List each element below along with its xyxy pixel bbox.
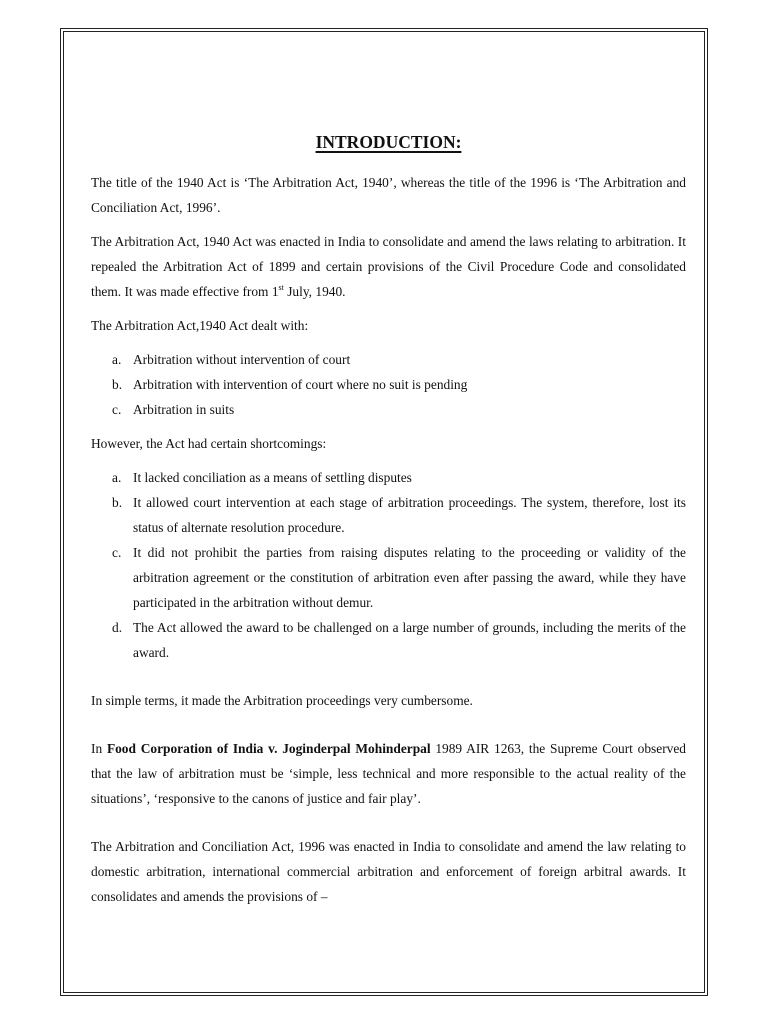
list-shortcomings (91, 465, 686, 665)
paragraph-act-titles: The title of the 1940 Act is ‘The Arbitration Act, 1940’, whereas the title of the 1996 is ‘The Arbitration and Conciliation Act, 1996’. (91, 175, 686, 215)
list-item-text: Arbitration with intervention of court where no suit is pending (133, 377, 468, 392)
list-marker: a. (112, 470, 122, 485)
paragraph-1940-act (91, 229, 686, 304)
list-dealt-with (91, 347, 686, 422)
case-intro: In (91, 741, 107, 756)
paragraph-1940-act-text: The Arbitration Act, 1940 Act was enacted in India to consolidate and amend the laws relating to arbitration. It repealed the Arbitration Act of 1899 and certain provisions of the Civil Procedure Code and consolidated them. It was made effective from 1 (91, 234, 686, 299)
paragraph-1996-act: The Arbitration and Conciliation Act, 1996 was enacted in India to consolidate and amend the law relating to domestic arbitration, international commercial arbitration and enforcement of foreign arbitral awards. It consolidates and amends the provisions of – (91, 839, 686, 904)
list-marker: c. (112, 545, 122, 560)
list-marker: b. (112, 377, 123, 392)
list-item (91, 465, 686, 490)
document-body (91, 128, 686, 918)
page-heading: INTRODUCTION: (315, 132, 462, 152)
list-item-text: It allowed court intervention at each stage of arbitration proceedings. The system, therefore, lost its status of alternate resolution procedure. (133, 495, 686, 535)
paragraph-case-law (91, 736, 686, 811)
ordinal-suffix: st (278, 282, 284, 292)
list-item-text: Arbitration without intervention of court (133, 352, 351, 367)
paragraph-shortcomings: However, the Act had certain shortcomings: (91, 436, 327, 451)
list-item-text: It did not prohibit the parties from raising disputes relating to the proceeding or validity of the arbitration agreement or the constitution of arbitration even after passing the award, while they have participated in the arbitration without demur. (133, 545, 686, 610)
paragraph-1940-act-date: July, 1940. (283, 284, 346, 299)
list-marker: b. (112, 495, 123, 510)
list-item-text: The Act allowed the award to be challenged on a large number of grounds, including the merits of the award. (133, 620, 686, 660)
list-item (91, 615, 686, 665)
paragraph-cumbersome: In simple terms, it made the Arbitration proceedings very cumbersome. (91, 693, 473, 708)
list-item-text: It lacked conciliation as a means of settling disputes (133, 470, 412, 485)
case-name: Food Corporation of India v. Joginderpal Mohinderpal (106, 741, 431, 756)
case-text: 1989 AIR 1263, the Supreme Court observed that the law of arbitration must be ‘simple, less technical and more responsible to the actual reality of the situations’, ‘responsive to the canons of justice and fair play’. (91, 741, 687, 806)
paragraph-dealt-with: The Arbitration Act,1940 Act dealt with: (91, 318, 309, 333)
list-marker: d. (112, 620, 123, 635)
list-marker: a. (112, 352, 122, 367)
list-item (91, 347, 686, 372)
list-item-text: Arbitration in suits (133, 402, 235, 417)
list-item (91, 397, 686, 422)
list-item (91, 490, 686, 540)
list-marker: c. (112, 402, 122, 417)
list-item (91, 372, 686, 397)
list-item (91, 540, 686, 615)
